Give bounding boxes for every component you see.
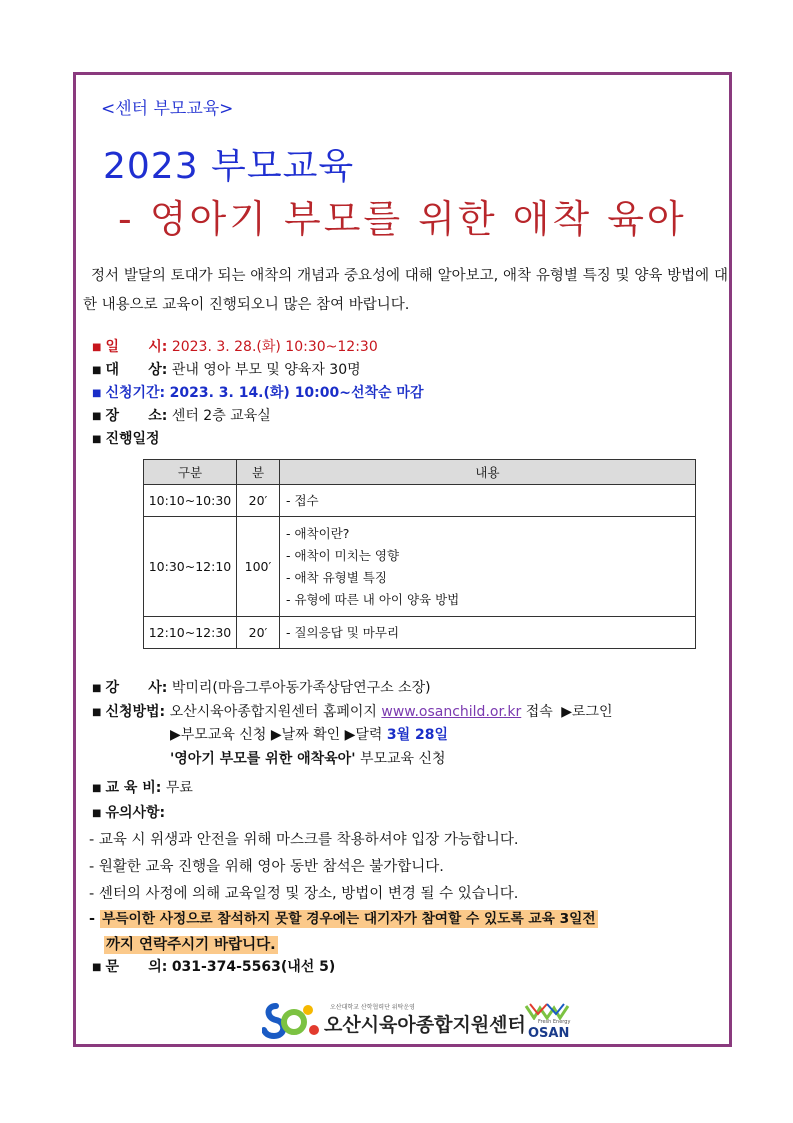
place-label: 장 소: [105, 408, 168, 424]
note-highlight-text: 까지 연락주시기 바랍니다. [106, 937, 276, 953]
table-header: 분 [237, 460, 280, 485]
schedule-label: 진행일정 [105, 431, 160, 447]
apply-period-label: 신청기간: [105, 385, 166, 401]
apply-period-row [92, 383, 423, 405]
table-row [144, 517, 696, 617]
target-value: 관내 영아 부모 및 양육자 30명 [171, 362, 361, 378]
calendar-date: 3월 28일 [386, 727, 449, 743]
bullet-icon: ■ [92, 434, 102, 445]
fee-label: 교 육 비: [105, 780, 162, 796]
contact-value: 031-374-5563(내선 5) [171, 959, 336, 975]
schedule-table [143, 459, 696, 649]
table-cell-time: 12:10~12:30 [144, 617, 237, 649]
table-row [144, 485, 696, 517]
note-item: - 원활한 교육 진행을 위해 영아 동반 참석은 불가합니다. [89, 859, 444, 875]
table-cell-minutes: 100′ [237, 517, 280, 617]
note-highlight-line1 [89, 907, 598, 927]
notes-row [92, 803, 165, 825]
table-cell-item: - 애착 유형별 특징 [286, 569, 387, 585]
apply-method-label: 신청방법: [105, 704, 166, 720]
place-row [92, 406, 271, 428]
table-cell-content [280, 517, 696, 617]
table-cell-content [280, 485, 696, 517]
lecturer-row [92, 678, 431, 700]
bullet-icon: ■ [92, 683, 102, 694]
table-cell-minutes: 20′ [237, 485, 280, 517]
bullet-icon: ■ [92, 411, 102, 422]
fee-row [92, 778, 193, 800]
table-row [144, 617, 696, 649]
step-apply: ▶부모교육 신청 [170, 727, 267, 743]
notes-label: 유의사항: [105, 805, 166, 821]
contact-label: 문 의: [105, 959, 168, 975]
contact-row [92, 957, 335, 979]
program-name: '영아기 부모를 위한 애착육아' [170, 751, 356, 767]
homepage-link[interactable]: www.osanchild.or.kr [381, 704, 522, 720]
table-cell-item: - 질의응답 및 마무리 [286, 624, 400, 640]
fee-value: 무료 [165, 780, 193, 796]
table-cell-item: - 애착이 미치는 영향 [286, 547, 400, 563]
osan-text: OSAN [528, 1026, 570, 1041]
apply-program-row [170, 749, 446, 769]
apply-method-row [92, 702, 613, 724]
apply-method-suffix: 접속 [525, 704, 553, 720]
date-value: 2023. 3. 28.(화) 10:30~12:30 [171, 339, 378, 355]
bullet-icon: ■ [92, 365, 102, 376]
note-highlight-line2 [104, 933, 278, 954]
table-cell-item: - 접수 [286, 492, 319, 508]
schedule-row [92, 429, 160, 451]
bullet-icon: ■ [92, 783, 102, 794]
apply-steps-row [170, 725, 448, 745]
lecturer-value: 박미리(마음그루아동가족상담연구소 소장) [171, 680, 431, 696]
logo-small-text: 오산대학교 산학협력단 위탁운영 [330, 1004, 415, 1011]
step-login: ▶로그인 [561, 704, 613, 720]
note-highlight-dash: - [89, 911, 96, 927]
table-cell-time: 10:30~12:10 [144, 517, 237, 617]
step-date: ▶날짜 확인 [270, 727, 341, 743]
place-value: 센터 2층 교육실 [171, 408, 271, 424]
table-cell-time: 10:10~10:30 [144, 485, 237, 517]
bullet-icon: ■ [92, 962, 102, 973]
table-header: 내용 [280, 460, 696, 485]
note-item: - 센터의 사정에 의해 교육일정 및 장소, 방법이 변경 될 수 있습니다. [89, 886, 519, 902]
bullet-icon: ■ [92, 808, 102, 819]
table-cell-item: - 애착이란? [286, 525, 350, 541]
bullet-icon: ■ [92, 388, 102, 399]
table-header-row [144, 460, 696, 485]
logo-text: 오산시육아종합지원센터 [324, 1014, 526, 1036]
center-subtitle: <센터 부모교육> [101, 99, 234, 119]
bullet-icon: ■ [92, 342, 102, 353]
table-cell-minutes: 20′ [237, 617, 280, 649]
table-cell-content [280, 617, 696, 649]
osan-city-logo-icon [524, 1002, 570, 1020]
program-suffix: 부모교육 신청 [359, 751, 446, 767]
osan-small-text: Fresh Energy [538, 1019, 571, 1025]
page-subtitle: - 영아기 부모를 위한 애착 육아 [118, 197, 687, 241]
table-header: 구분 [144, 460, 237, 485]
intro-paragraph: 정서 발달의 토대가 되는 애착의 개념과 중요성에 대해 알아보고, 애착 유형별 특징 및 양육 방법에 대한 내용으로 교육이 진행되오니 많은 참여 바랍니다. [83, 268, 728, 313]
step-calendar: ▶달력 [344, 727, 383, 743]
lecturer-label: 강 사: [105, 680, 168, 696]
bullet-icon: ■ [92, 707, 102, 718]
center-logo-icon [262, 1000, 324, 1042]
apply-method-text: 오산시육아종합지원센터 홈페이지 [169, 704, 377, 720]
date-row [92, 337, 378, 359]
target-row [92, 360, 361, 382]
target-label: 대 상: [105, 362, 168, 378]
footer-logo [262, 1000, 592, 1042]
note-item: - 교육 시 위생과 안전을 위해 마스크를 착용하셔야 입장 가능합니다. [89, 832, 519, 848]
date-label: 일 시: [105, 339, 168, 355]
table-cell-item: - 유형에 따른 내 아이 양육 방법 [286, 591, 460, 607]
note-highlight-text: 부득이한 사정으로 참석하지 못할 경우에는 대기자가 참여할 수 있도록 교육 3일전 [102, 911, 596, 927]
apply-period-value: 2023. 3. 14.(화) 10:00~선착순 마감 [169, 385, 424, 401]
page-title: 2023 부모교육 [103, 146, 355, 187]
